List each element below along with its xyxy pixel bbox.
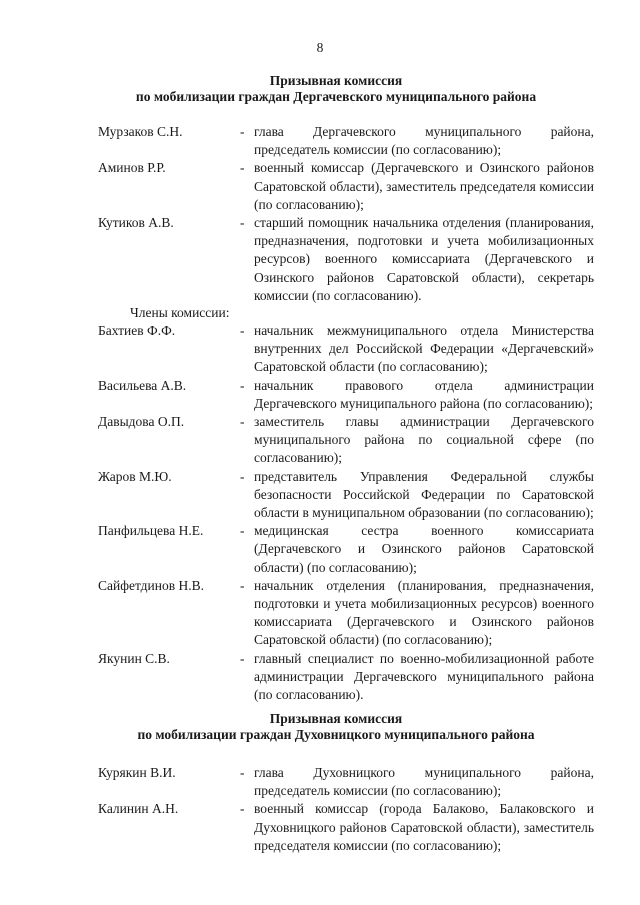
person-name: Бахтиев Ф.Ф.: [98, 323, 176, 338]
list-item: Панфильцева Н.Е. - медицинская сестра военного комиссариата (Дергачевского и Озинского районов Саратовской области) (по согласованию);: [98, 522, 594, 577]
person-name: Курякин В.И.: [98, 765, 176, 780]
list-item: Якунин С.В. - главный специалист по военно-мобилизационной работе администрации Дергачевского муниципального района (по согласованию).: [98, 650, 594, 705]
person-name: Сайфетдинов Н.В.: [98, 577, 205, 593]
person-role: заместитель главы администрации Дергачевского муниципального района по социальной сфере (по согласованию);: [254, 414, 594, 466]
leaders-list-dukhovnitsky: [98, 764, 594, 855]
person-name: Панфильцева Н.Е.: [98, 523, 204, 539]
section-title-dergachevsky: [58, 73, 614, 105]
person-name: Аминов Р.Р.: [98, 160, 166, 176]
person-role: медицинская сестра военного комиссариата (Дергачевского и Озинского районов Саратовской области) (по согласованию);: [254, 523, 594, 575]
person-name: Жаров М.Ю.: [98, 468, 172, 484]
section-title-dukhovnitsky: [58, 711, 614, 743]
person-role: начальник правового отдела администрации Дергачевского муниципального района (по согласованию);: [254, 377, 594, 411]
person-role: военный комиссар (Дергачевского и Озинского районов Саратовской области), заместитель председателя комиссии (по согласованию);: [254, 160, 594, 212]
list-item: Кутиков А.В. - старший помощник начальника отделения (планирования, предназначения, подготовки и учета мобилизационных ресурсов) военного комиссариата (Дергачевского и Озинского районов Саратовской области), секретарь комиссии (по согласованию).: [98, 214, 594, 305]
list-item: Курякин В.И. - глава Духовницкого муниципального района, председатель комиссии (по согласованию);: [98, 764, 594, 800]
list-item: Калинин А.Н. - военный комиссар (города Балаково, Балаковского и Духовницкого районов Саратовской области), заместитель председателя комиссии (по согласованию);: [98, 800, 594, 855]
person-name: Калинин А.Н.: [98, 801, 179, 817]
person-name: Васильева А.В.: [98, 377, 187, 393]
person-role: начальник межмуниципального отдела Министерства внутренних дел Российской Федерации «Дергачевский» Саратовской области (по согласованию);: [254, 323, 594, 375]
list-item: Сайфетдинов Н.В. - начальник отделения (планирования, предназначения, подготовки и учета мобилизационных ресурсов) военного комиссариата (Дергачевского и Озинского районов Саратовской области) (по согласованию);: [98, 577, 594, 650]
section-title-line2: по мобилизации граждан Духовницкого муниципального района: [137, 727, 535, 742]
list-item: Бахтиев Ф.Ф. - начальник межмуниципального отдела Министерства внутренних дел Российской Федерации «Дергачевский» Саратовской области (по согласованию);: [98, 322, 594, 377]
person-name: Якунин С.В.: [98, 650, 170, 666]
leaders-list-dergachevsky: [98, 123, 594, 305]
person-role: начальник отделения (планирования, предназначения, подготовки и учета мобилизационных ресурсов) военного комиссариата (Дергачевского и Озинского районов Саратовской области) (по согласованию);: [254, 577, 594, 648]
section-title-line1: Призывная комиссия: [269, 73, 403, 88]
page-number: 8: [316, 40, 324, 55]
list-item: Васильева А.В. - начальник правового отдела администрации Дергачевского муниципального района (по согласованию);: [98, 377, 594, 413]
person-role: глава Духовницкого муниципального района, председатель комиссии (по согласованию);: [254, 765, 594, 799]
person-role: старший помощник начальника отделения (планирования, предназначения, подготовки и учета мобилизационных ресурсов) военного комиссариата (Дергачевского и Озинского районов Саратовской области), секретарь комиссии (по согласованию).: [254, 215, 594, 303]
list-item: Давыдова О.П. - заместитель главы администрации Дергачевского муниципального района по социальной сфере (по согласованию);: [98, 413, 594, 468]
list-item: Жаров М.Ю. - представитель Управления Федеральной службы безопасности Российской Федерации по Саратовской области в муниципальном образовании (по согласованию);: [98, 468, 594, 523]
list-item: Аминов Р.Р. - военный комиссар (Дергачевского и Озинского районов Саратовской области), заместитель председателя комиссии (по согласованию);: [98, 159, 594, 214]
person-role: главный специалист по военно-мобилизационной работе администрации Дергачевского муниципального района (по согласованию).: [254, 650, 594, 703]
person-name: Кутиков А.В.: [98, 215, 174, 231]
person-role: представитель Управления Федеральной службы безопасности Российской Федерации по Саратовской области в муниципальном образовании (по согласованию);: [254, 468, 594, 521]
person-name: Мурзаков С.Н.: [98, 124, 183, 139]
members-list-dergachevsky: [98, 304, 594, 704]
section-title-line2: по мобилизации граждан Дергачевского муниципального района: [135, 89, 537, 104]
person-name: Давыдова О.П.: [98, 414, 185, 430]
members-label: Члены комиссии:: [130, 305, 230, 320]
person-role: военный комиссар (города Балаково, Балаковского и Духовницкого районов Саратовской области), заместитель председателя комиссии (по согласованию);: [254, 801, 594, 853]
list-item: Мурзаков С.Н. - глава Дергачевского муниципального района, председатель комиссии (по согласованию);: [98, 123, 594, 159]
person-role: глава Дергачевского муниципального района, председатель комиссии (по согласованию);: [254, 124, 594, 158]
section-title-line1: Призывная комиссия: [269, 711, 403, 726]
